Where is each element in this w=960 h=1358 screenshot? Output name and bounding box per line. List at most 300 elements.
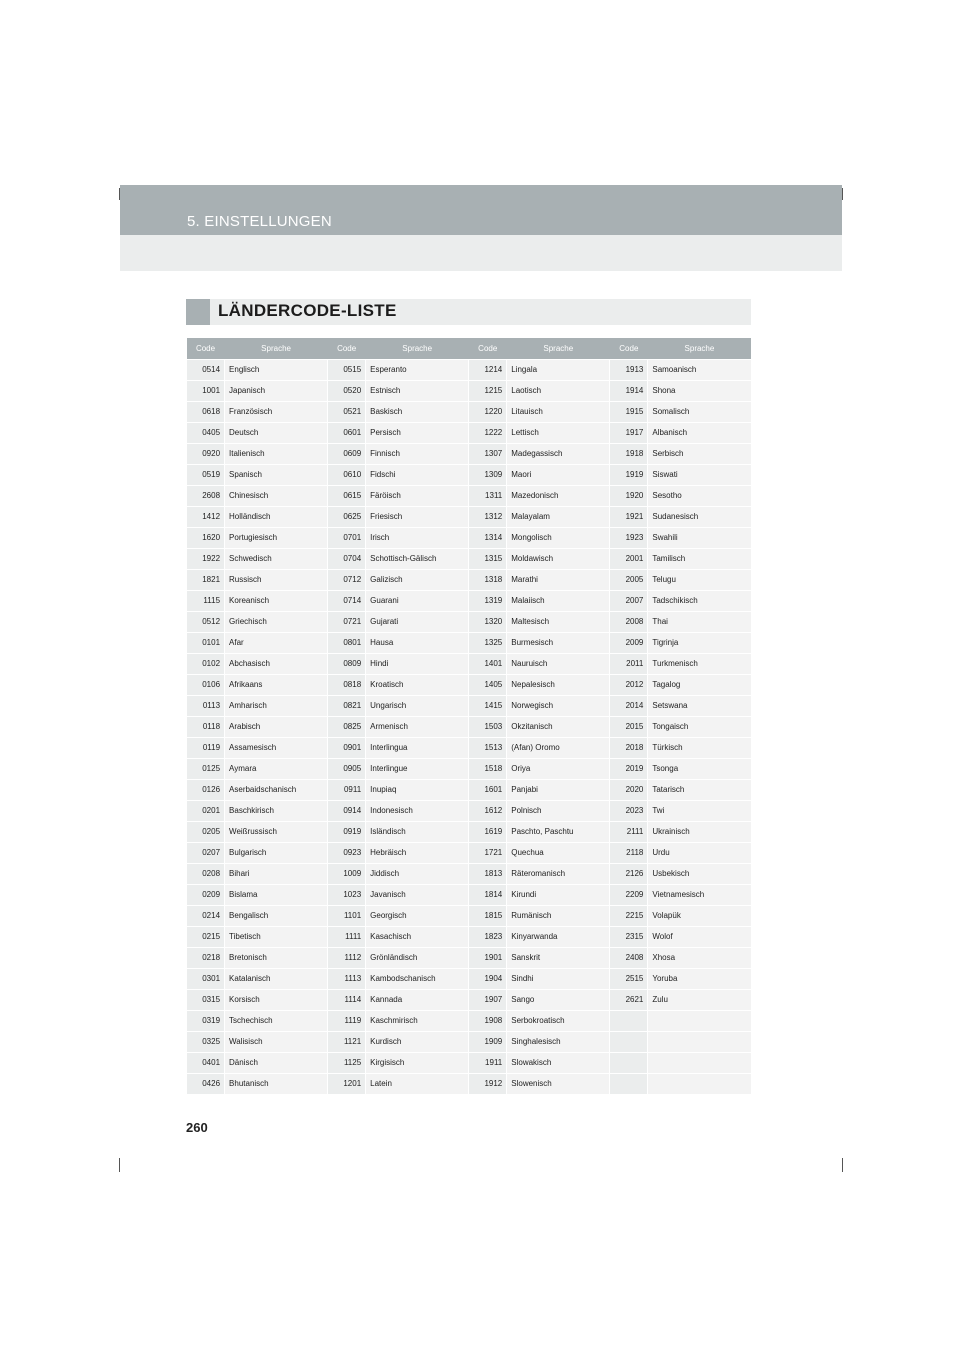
language-code-cell: 0712 bbox=[328, 569, 366, 590]
language-code-cell: 1319 bbox=[469, 590, 507, 611]
language-name-cell: Albanisch bbox=[648, 422, 751, 443]
language-name-cell: Burmesisch bbox=[507, 632, 610, 653]
language-name-cell: Bhutanisch bbox=[225, 1073, 328, 1094]
language-code-cell: 1923 bbox=[610, 527, 648, 548]
language-name-cell: Weißrussisch bbox=[225, 821, 328, 842]
language-code-cell: 1001 bbox=[187, 380, 225, 401]
language-code-cell: 0714 bbox=[328, 590, 366, 611]
language-code-cell: 1222 bbox=[469, 422, 507, 443]
language-code-cell: 2608 bbox=[187, 485, 225, 506]
table-row bbox=[187, 527, 752, 548]
language-name-cell: Malaiisch bbox=[507, 590, 610, 611]
language-code-cell: 0102 bbox=[187, 653, 225, 674]
language-code-cell: 1518 bbox=[469, 758, 507, 779]
language-code-cell: 0401 bbox=[187, 1052, 225, 1073]
table-row bbox=[187, 653, 752, 674]
language-name-cell: Indonesisch bbox=[366, 800, 469, 821]
language-name-cell: Ungarisch bbox=[366, 695, 469, 716]
language-name-cell: Samoanisch bbox=[648, 359, 751, 380]
language-code-cell: 2007 bbox=[610, 590, 648, 611]
language-name-cell: Hebräisch bbox=[366, 842, 469, 863]
language-name-cell: Armenisch bbox=[366, 716, 469, 737]
language-name-cell: Tadschikisch bbox=[648, 590, 751, 611]
language-code-cell: 1311 bbox=[469, 485, 507, 506]
language-code-cell: 1901 bbox=[469, 947, 507, 968]
language-code-cell: 1309 bbox=[469, 464, 507, 485]
language-code-cell: 1813 bbox=[469, 863, 507, 884]
table-row bbox=[187, 443, 752, 464]
language-code-cell: 1815 bbox=[469, 905, 507, 926]
language-name-cell: Bihari bbox=[225, 863, 328, 884]
language-code-cell: 1320 bbox=[469, 611, 507, 632]
language-name-cell: Dänisch bbox=[225, 1052, 328, 1073]
language-name-cell: Estnisch bbox=[366, 380, 469, 401]
language-code-cell: 0208 bbox=[187, 863, 225, 884]
language-code-cell: 2009 bbox=[610, 632, 648, 653]
language-name-cell: Shona bbox=[648, 380, 751, 401]
language-name-cell: Kaschmirisch bbox=[366, 1010, 469, 1031]
language-name-cell: Tigrinja bbox=[648, 632, 751, 653]
language-name-cell: Tschechisch bbox=[225, 1010, 328, 1031]
table-row bbox=[187, 821, 752, 842]
language-name-cell: Russisch bbox=[225, 569, 328, 590]
language-code-cell: 2515 bbox=[610, 968, 648, 989]
country-code-table bbox=[186, 338, 751, 1094]
language-name-cell: Siswati bbox=[648, 464, 751, 485]
language-name-cell: Lingala bbox=[507, 359, 610, 380]
language-name-cell: Maori bbox=[507, 464, 610, 485]
language-code-cell: 2209 bbox=[610, 884, 648, 905]
language-code-cell: 1023 bbox=[328, 884, 366, 905]
language-code-cell: 1009 bbox=[328, 863, 366, 884]
language-name-cell: Telugu bbox=[648, 569, 751, 590]
language-name-cell: Friesisch bbox=[366, 506, 469, 527]
language-code-cell: 2015 bbox=[610, 716, 648, 737]
language-code-cell: 2019 bbox=[610, 758, 648, 779]
table-row bbox=[187, 1073, 752, 1094]
language-name-cell: Färöisch bbox=[366, 485, 469, 506]
language-code-cell: 0920 bbox=[187, 443, 225, 464]
table-row bbox=[187, 926, 752, 947]
language-code-cell: 0701 bbox=[328, 527, 366, 548]
language-name-cell: Chinesisch bbox=[225, 485, 328, 506]
language-name-cell: Slowenisch bbox=[507, 1073, 610, 1094]
language-name-cell: Afar bbox=[225, 632, 328, 653]
header-code-2: Code bbox=[328, 338, 366, 359]
header-code-3: Code bbox=[469, 338, 507, 359]
table-row bbox=[187, 401, 752, 422]
header-code-4: Code bbox=[610, 338, 648, 359]
language-name-cell: Aserbaidschanisch bbox=[225, 779, 328, 800]
language-code-cell: 0515 bbox=[328, 359, 366, 380]
language-code-cell: 2012 bbox=[610, 674, 648, 695]
crop-mark-bottom-left bbox=[119, 1158, 120, 1172]
language-name-cell: Französisch bbox=[225, 401, 328, 422]
language-name-cell: Sesotho bbox=[648, 485, 751, 506]
language-code-cell: 1125 bbox=[328, 1052, 366, 1073]
table-row bbox=[187, 989, 752, 1010]
language-code-cell: 0818 bbox=[328, 674, 366, 695]
language-code-cell: 1214 bbox=[469, 359, 507, 380]
language-name-cell: Nauruisch bbox=[507, 653, 610, 674]
language-name-cell: Kirgisisch bbox=[366, 1052, 469, 1073]
language-name-cell: Norwegisch bbox=[507, 695, 610, 716]
language-name-cell: Bislama bbox=[225, 884, 328, 905]
language-name-cell: Oriya bbox=[507, 758, 610, 779]
table-row bbox=[187, 884, 752, 905]
language-name-cell: Arabisch bbox=[225, 716, 328, 737]
language-name-cell: Somalisch bbox=[648, 401, 751, 422]
language-code-cell: 1823 bbox=[469, 926, 507, 947]
language-name-cell: Inupiaq bbox=[366, 779, 469, 800]
language-name-cell: Tongaisch bbox=[648, 716, 751, 737]
language-code-cell: 1201 bbox=[328, 1073, 366, 1094]
language-name-cell: Setswana bbox=[648, 695, 751, 716]
language-code-cell: 1325 bbox=[469, 632, 507, 653]
language-name-cell: Hindi bbox=[366, 653, 469, 674]
language-name-cell: Moldawisch bbox=[507, 548, 610, 569]
language-name-cell: Gujarati bbox=[366, 611, 469, 632]
language-name-cell: Malayalam bbox=[507, 506, 610, 527]
language-code-cell: 1312 bbox=[469, 506, 507, 527]
language-code-cell: 0106 bbox=[187, 674, 225, 695]
language-name-cell: Latein bbox=[366, 1073, 469, 1094]
language-code-cell: 1112 bbox=[328, 947, 366, 968]
language-code-cell: 0218 bbox=[187, 947, 225, 968]
language-code-cell: 0215 bbox=[187, 926, 225, 947]
table-row bbox=[187, 737, 752, 758]
language-code-cell: 1401 bbox=[469, 653, 507, 674]
table-row bbox=[187, 863, 752, 884]
language-code-cell bbox=[610, 1073, 648, 1094]
language-code-cell: 1908 bbox=[469, 1010, 507, 1031]
language-name-cell: Grönländisch bbox=[366, 947, 469, 968]
language-name-cell: Madegassisch bbox=[507, 443, 610, 464]
language-name-cell: Sudanesisch bbox=[648, 506, 751, 527]
language-code-cell: 2126 bbox=[610, 863, 648, 884]
language-code-cell: 1412 bbox=[187, 506, 225, 527]
language-code-cell: 1922 bbox=[187, 548, 225, 569]
language-name-cell: Persisch bbox=[366, 422, 469, 443]
language-name-cell: Wolof bbox=[648, 926, 751, 947]
language-code-cell: 1914 bbox=[610, 380, 648, 401]
language-name-cell: Mazedonisch bbox=[507, 485, 610, 506]
language-name-cell: Sindhi bbox=[507, 968, 610, 989]
table-row bbox=[187, 779, 752, 800]
language-name-cell: Quechua bbox=[507, 842, 610, 863]
language-code-cell: 2111 bbox=[610, 821, 648, 842]
language-code-cell: 0610 bbox=[328, 464, 366, 485]
language-code-cell: 0125 bbox=[187, 758, 225, 779]
language-code-cell: 0615 bbox=[328, 485, 366, 506]
language-code-cell: 2315 bbox=[610, 926, 648, 947]
language-code-cell: 0119 bbox=[187, 737, 225, 758]
language-name-cell: Türkisch bbox=[648, 737, 751, 758]
language-code-cell: 1220 bbox=[469, 401, 507, 422]
language-name-cell: Mongolisch bbox=[507, 527, 610, 548]
language-code-cell: 2014 bbox=[610, 695, 648, 716]
language-code-cell: 0704 bbox=[328, 548, 366, 569]
language-code-cell: 0113 bbox=[187, 695, 225, 716]
language-code-cell: 1909 bbox=[469, 1031, 507, 1052]
language-code-cell: 2118 bbox=[610, 842, 648, 863]
table-row bbox=[187, 905, 752, 926]
language-name-cell: Serbokroatisch bbox=[507, 1010, 610, 1031]
language-name-cell: Javanisch bbox=[366, 884, 469, 905]
language-name-cell: Bretonisch bbox=[225, 947, 328, 968]
language-code-cell: 1113 bbox=[328, 968, 366, 989]
language-name-cell: Nepalesisch bbox=[507, 674, 610, 695]
language-name-cell: Tsonga bbox=[648, 758, 751, 779]
language-code-cell: 1921 bbox=[610, 506, 648, 527]
language-name-cell: Thai bbox=[648, 611, 751, 632]
language-code-cell: 1911 bbox=[469, 1052, 507, 1073]
header-subband bbox=[120, 235, 842, 271]
language-code-cell: 0325 bbox=[187, 1031, 225, 1052]
language-code-cell: 2023 bbox=[610, 800, 648, 821]
language-name-cell: Bulgarisch bbox=[225, 842, 328, 863]
language-name-cell: Hausa bbox=[366, 632, 469, 653]
table-row bbox=[187, 947, 752, 968]
language-name-cell: Turkmenisch bbox=[648, 653, 751, 674]
table-row bbox=[187, 422, 752, 443]
table-row bbox=[187, 674, 752, 695]
language-code-cell: 0601 bbox=[328, 422, 366, 443]
language-code-cell: 1101 bbox=[328, 905, 366, 926]
language-name-cell: Katalanisch bbox=[225, 968, 328, 989]
language-code-cell: 1318 bbox=[469, 569, 507, 590]
language-name-cell: (Afan) Oromo bbox=[507, 737, 610, 758]
language-name-cell: Deutsch bbox=[225, 422, 328, 443]
language-name-cell: Sanskrit bbox=[507, 947, 610, 968]
header-language-4: Sprache bbox=[648, 338, 751, 359]
table-row bbox=[187, 758, 752, 779]
title-accent bbox=[186, 299, 210, 325]
language-code-cell: 0426 bbox=[187, 1073, 225, 1094]
language-code-cell: 1114 bbox=[328, 989, 366, 1010]
table-row bbox=[187, 968, 752, 989]
language-code-cell: 0825 bbox=[328, 716, 366, 737]
language-code-cell: 0315 bbox=[187, 989, 225, 1010]
language-name-cell bbox=[648, 1073, 751, 1094]
language-name-cell: Esperanto bbox=[366, 359, 469, 380]
table-row bbox=[187, 485, 752, 506]
language-code-cell: 2215 bbox=[610, 905, 648, 926]
language-code-cell: 1915 bbox=[610, 401, 648, 422]
language-name-cell: Sango bbox=[507, 989, 610, 1010]
language-code-cell: 1821 bbox=[187, 569, 225, 590]
language-code-cell: 2001 bbox=[610, 548, 648, 569]
language-name-cell: Jiddisch bbox=[366, 863, 469, 884]
language-name-cell: Kambodschanisch bbox=[366, 968, 469, 989]
language-code-cell: 1307 bbox=[469, 443, 507, 464]
language-name-cell: Urdu bbox=[648, 842, 751, 863]
language-code-cell: 0118 bbox=[187, 716, 225, 737]
language-name-cell: Japanisch bbox=[225, 380, 328, 401]
language-code-cell: 2621 bbox=[610, 989, 648, 1010]
language-code-cell: 0901 bbox=[328, 737, 366, 758]
language-code-cell: 1907 bbox=[469, 989, 507, 1010]
language-code-cell: 1913 bbox=[610, 359, 648, 380]
language-name-cell: Slowakisch bbox=[507, 1052, 610, 1073]
table-row bbox=[187, 695, 752, 716]
language-name-cell: Singhalesisch bbox=[507, 1031, 610, 1052]
language-name-cell: Kurdisch bbox=[366, 1031, 469, 1052]
language-name-cell: Okzitanisch bbox=[507, 716, 610, 737]
language-name-cell: Laotisch bbox=[507, 380, 610, 401]
language-code-cell: 2020 bbox=[610, 779, 648, 800]
language-name-cell: Abchasisch bbox=[225, 653, 328, 674]
table-row bbox=[187, 1052, 752, 1073]
language-code-cell: 0919 bbox=[328, 821, 366, 842]
language-name-cell: Englisch bbox=[225, 359, 328, 380]
language-name-cell: Italienisch bbox=[225, 443, 328, 464]
language-name-cell: Baschkirisch bbox=[225, 800, 328, 821]
language-name-cell: Bengalisch bbox=[225, 905, 328, 926]
language-code-cell: 1814 bbox=[469, 884, 507, 905]
language-name-cell: Tamilisch bbox=[648, 548, 751, 569]
header-language-3: Sprache bbox=[507, 338, 610, 359]
language-name-cell: Yoruba bbox=[648, 968, 751, 989]
language-name-cell: Korsisch bbox=[225, 989, 328, 1010]
language-code-cell: 0801 bbox=[328, 632, 366, 653]
table-row bbox=[187, 506, 752, 527]
language-code-cell: 1405 bbox=[469, 674, 507, 695]
language-code-cell: 1912 bbox=[469, 1073, 507, 1094]
table-row bbox=[187, 380, 752, 401]
language-name-cell: Finnisch bbox=[366, 443, 469, 464]
language-code-cell: 0201 bbox=[187, 800, 225, 821]
language-code-cell: 1415 bbox=[469, 695, 507, 716]
language-name-cell: Schottisch-Gälisch bbox=[366, 548, 469, 569]
language-code-cell: 0521 bbox=[328, 401, 366, 422]
language-name-cell: Guarani bbox=[366, 590, 469, 611]
language-code-cell: 0214 bbox=[187, 905, 225, 926]
language-name-cell: Litauisch bbox=[507, 401, 610, 422]
language-name-cell: Polnisch bbox=[507, 800, 610, 821]
language-code-cell: 1513 bbox=[469, 737, 507, 758]
language-name-cell: Marathi bbox=[507, 569, 610, 590]
header-code-1: Code bbox=[187, 338, 225, 359]
language-code-cell: 2408 bbox=[610, 947, 648, 968]
page-title: LÄNDERCODE-LISTE bbox=[218, 301, 397, 320]
language-name-cell: Kinyarwanda bbox=[507, 926, 610, 947]
language-name-cell bbox=[648, 1031, 751, 1052]
language-code-cell: 0301 bbox=[187, 968, 225, 989]
table-row bbox=[187, 1010, 752, 1031]
language-code-cell: 0905 bbox=[328, 758, 366, 779]
language-name-cell bbox=[648, 1052, 751, 1073]
language-code-cell: 0911 bbox=[328, 779, 366, 800]
language-code-cell: 1503 bbox=[469, 716, 507, 737]
language-name-cell: Ukrainisch bbox=[648, 821, 751, 842]
language-code-cell: 0209 bbox=[187, 884, 225, 905]
language-name-cell: Interlingue bbox=[366, 758, 469, 779]
language-code-cell: 1601 bbox=[469, 779, 507, 800]
language-name-cell: Maltesisch bbox=[507, 611, 610, 632]
language-name-cell: Isländisch bbox=[366, 821, 469, 842]
language-name-cell: Spanisch bbox=[225, 464, 328, 485]
language-code-cell: 2018 bbox=[610, 737, 648, 758]
language-code-cell: 0625 bbox=[328, 506, 366, 527]
section-title: 5. EINSTELLUNGEN bbox=[187, 213, 332, 230]
language-code-cell: 0520 bbox=[328, 380, 366, 401]
language-name-cell: Paschto, Paschtu bbox=[507, 821, 610, 842]
table-row bbox=[187, 590, 752, 611]
language-name-cell: Portugiesisch bbox=[225, 527, 328, 548]
language-name-cell: Walisisch bbox=[225, 1031, 328, 1052]
language-code-cell: 1919 bbox=[610, 464, 648, 485]
language-name-cell: Tibetisch bbox=[225, 926, 328, 947]
language-name-cell: Lettisch bbox=[507, 422, 610, 443]
table-row bbox=[187, 611, 752, 632]
language-name-cell: Tatarisch bbox=[648, 779, 751, 800]
language-code-cell: 2005 bbox=[610, 569, 648, 590]
language-code-cell: 0923 bbox=[328, 842, 366, 863]
language-code-cell: 2011 bbox=[610, 653, 648, 674]
language-code-cell: 0512 bbox=[187, 611, 225, 632]
language-name-cell: Assamesisch bbox=[225, 737, 328, 758]
language-code-cell: 1215 bbox=[469, 380, 507, 401]
language-name-cell: Räteromanisch bbox=[507, 863, 610, 884]
language-name-cell: Fidschi bbox=[366, 464, 469, 485]
language-code-cell: 1315 bbox=[469, 548, 507, 569]
language-code-cell: 1920 bbox=[610, 485, 648, 506]
table-row bbox=[187, 632, 752, 653]
language-name-cell: Kannada bbox=[366, 989, 469, 1010]
language-code-cell: 0405 bbox=[187, 422, 225, 443]
language-name-cell: Afrikaans bbox=[225, 674, 328, 695]
header-language-1: Sprache bbox=[225, 338, 328, 359]
table-row bbox=[187, 548, 752, 569]
language-code-cell: 1111 bbox=[328, 926, 366, 947]
table-row bbox=[187, 1031, 752, 1052]
table-body bbox=[187, 359, 752, 1094]
language-code-cell: 1904 bbox=[469, 968, 507, 989]
language-name-cell: Twi bbox=[648, 800, 751, 821]
language-code-cell bbox=[610, 1052, 648, 1073]
table-row bbox=[187, 464, 752, 485]
crop-mark-bottom-right bbox=[842, 1158, 843, 1172]
language-name-cell: Schwedisch bbox=[225, 548, 328, 569]
language-name-cell: Irisch bbox=[366, 527, 469, 548]
language-name-cell: Amharisch bbox=[225, 695, 328, 716]
language-code-cell: 0609 bbox=[328, 443, 366, 464]
language-code-cell: 0514 bbox=[187, 359, 225, 380]
language-code-cell: 0618 bbox=[187, 401, 225, 422]
table-row bbox=[187, 359, 752, 380]
language-code-cell: 1620 bbox=[187, 527, 225, 548]
language-name-cell: Griechisch bbox=[225, 611, 328, 632]
language-name-cell: Volapük bbox=[648, 905, 751, 926]
language-code-cell: 0809 bbox=[328, 653, 366, 674]
language-name-cell: Kroatisch bbox=[366, 674, 469, 695]
language-name-cell: Zulu bbox=[648, 989, 751, 1010]
language-code-cell bbox=[610, 1031, 648, 1052]
page-number: 260 bbox=[186, 1120, 208, 1135]
language-code-cell: 0126 bbox=[187, 779, 225, 800]
language-name-cell: Xhosa bbox=[648, 947, 751, 968]
header-language-2: Sprache bbox=[366, 338, 469, 359]
language-code-cell: 0207 bbox=[187, 842, 225, 863]
language-code-cell: 1918 bbox=[610, 443, 648, 464]
language-code-cell: 0101 bbox=[187, 632, 225, 653]
language-code-cell: 1121 bbox=[328, 1031, 366, 1052]
language-name-cell: Kirundi bbox=[507, 884, 610, 905]
language-code-cell: 1119 bbox=[328, 1010, 366, 1031]
language-name-cell: Panjabi bbox=[507, 779, 610, 800]
language-code-cell: 0205 bbox=[187, 821, 225, 842]
